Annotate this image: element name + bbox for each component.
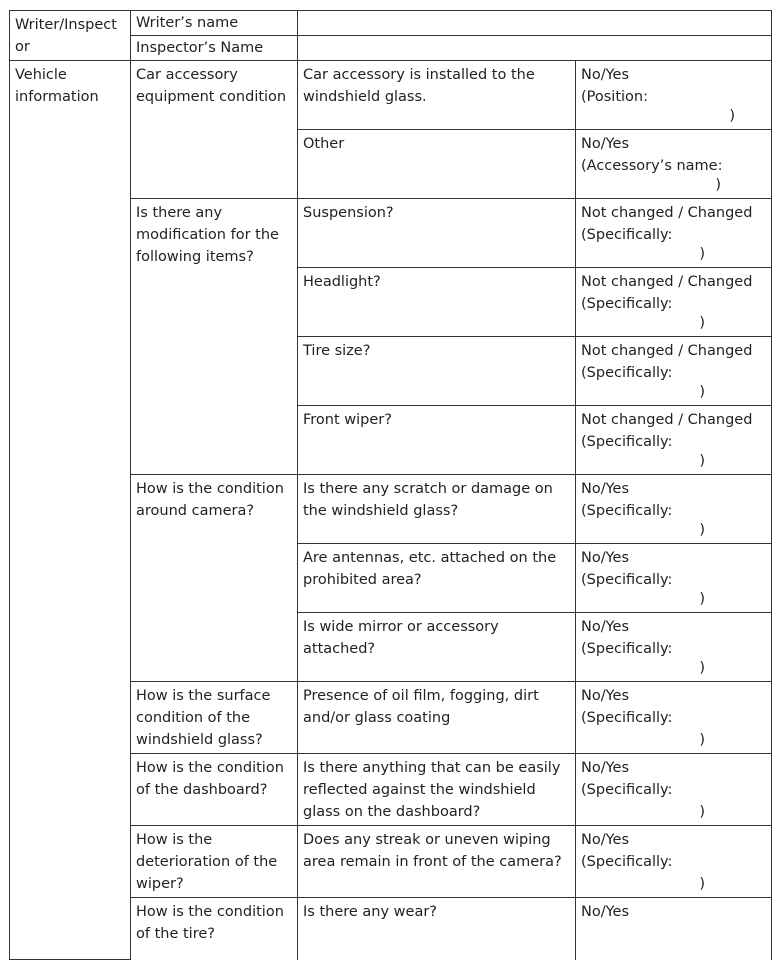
answer-options: Not changed / Changed [581,274,753,290]
item-question [298,544,576,613]
item-question [298,199,576,268]
item-answer[interactable] [576,682,772,754]
item-question-text: Is wide mirror or accessory attached? [303,619,499,657]
group-title [131,682,298,754]
answer-close-paren: ) [699,591,705,607]
answer-options: Not changed / Changed [581,412,753,428]
item-answer[interactable] [576,475,772,544]
item-question-text: Other [303,136,345,152]
answer-detail: (Specifically: [581,227,673,243]
answer-close-paren: ) [699,732,705,748]
item-question-text: Front wiper? [303,412,392,428]
inspector-name-label-cell [131,36,298,61]
inspection-form-table [9,10,772,960]
writer-name-field[interactable] [298,11,772,36]
answer-close-paren: ) [699,522,705,538]
group-title [131,826,298,898]
group-title [131,61,298,199]
item-question-text: Are antennas, etc. attached on the prohibited area? [303,550,557,588]
item-answer[interactable] [576,898,772,960]
section-label-cell [10,61,131,960]
answer-detail: (Specifically: [581,434,673,450]
item-question-text: Is there anything that can be easily reflected against the windshield glass on the dashboard? [303,760,561,820]
answer-options: No/Yes [581,67,630,83]
answer-detail: (Specifically: [581,782,673,798]
item-answer[interactable] [576,337,772,406]
item-question-text: Suspension? [303,205,394,221]
answer-close-paren: ) [715,177,721,193]
answer-options: No/Yes [581,904,630,920]
writer-name-label: Writer’s name [136,15,239,31]
answer-detail: (Specifically: [581,503,673,519]
group-title-text: How is the condition around camera? [136,481,284,519]
answer-close-paren: ) [699,384,705,400]
section-label: Vehicle information [15,67,99,105]
answer-detail: (Specifically: [581,710,673,726]
inspector-name-label: Inspector’s Name [136,40,264,56]
item-answer[interactable] [576,613,772,682]
answer-close-paren: ) [699,660,705,676]
answer-options: No/Yes [581,619,630,635]
item-question-text: Headlight? [303,274,381,290]
answer-options: No/Yes [581,481,630,497]
item-question [298,268,576,337]
item-question [298,754,576,826]
writer-name-label-cell [131,11,298,36]
answer-options: No/Yes [581,550,630,566]
answer-options: No/Yes [581,136,630,152]
answer-close-paren: ) [699,246,705,262]
group-title [131,475,298,682]
group-title-text: How is the surface condition of the windshield glass? [136,688,271,748]
answer-detail: (Specifically: [581,365,673,381]
writer-inspector-label: Writer/Inspector [15,17,117,55]
answer-close-paren: ) [699,453,705,469]
answer-detail: (Specifically: [581,296,673,312]
answer-close-paren: ) [729,108,735,124]
item-answer[interactable] [576,199,772,268]
answer-detail: (Position: [581,89,648,105]
item-question-text: Presence of oil film, fogging, dirt and/or glass coating [303,688,539,726]
answer-detail: (Accessory’s name: [581,158,723,174]
item-question [298,826,576,898]
item-question [298,475,576,544]
item-question-text: Car accessory is installed to the windshield glass. [303,67,535,105]
answer-close-paren: ) [699,804,705,820]
item-question [298,61,576,130]
group-title-text: How is the condition of the dashboard? [136,760,284,798]
item-answer[interactable] [576,268,772,337]
item-question [298,613,576,682]
group-title-text: How is the deterioration of the wiper? [136,832,278,892]
group-title [131,199,298,475]
item-answer[interactable] [576,754,772,826]
answer-detail: (Specifically: [581,641,673,657]
item-answer[interactable] [576,544,772,613]
answer-detail: (Specifically: [581,854,673,870]
writer-inspector-label-cell [10,11,131,61]
answer-options: No/Yes [581,760,630,776]
group-title [131,754,298,826]
group-title-text: Is there any modification for the following items? [136,205,279,265]
group-title-text: Car accessory equipment condition [136,67,287,105]
answer-close-paren: ) [699,315,705,331]
item-question [298,130,576,199]
item-answer[interactable] [576,406,772,475]
answer-options: No/Yes [581,832,630,848]
item-question [298,337,576,406]
inspector-name-field[interactable] [298,36,772,61]
item-question-text: Is there any scratch or damage on the windshield glass? [303,481,553,519]
item-question [298,682,576,754]
answer-options: Not changed / Changed [581,205,753,221]
item-question-text: Tire size? [303,343,371,359]
group-title-text: How is the condition of the tire? [136,904,284,942]
answer-options: No/Yes [581,688,630,704]
item-answer[interactable] [576,826,772,898]
item-question-text: Does any streak or uneven wiping area remain in front of the camera? [303,832,562,870]
item-question [298,898,576,960]
group-title [131,898,298,960]
item-answer[interactable] [576,130,772,199]
answer-close-paren: ) [699,876,705,892]
answer-detail: (Specifically: [581,572,673,588]
item-answer[interactable] [576,61,772,130]
item-question [298,406,576,475]
item-question-text: Is there any wear? [303,904,437,920]
answer-options: Not changed / Changed [581,343,753,359]
